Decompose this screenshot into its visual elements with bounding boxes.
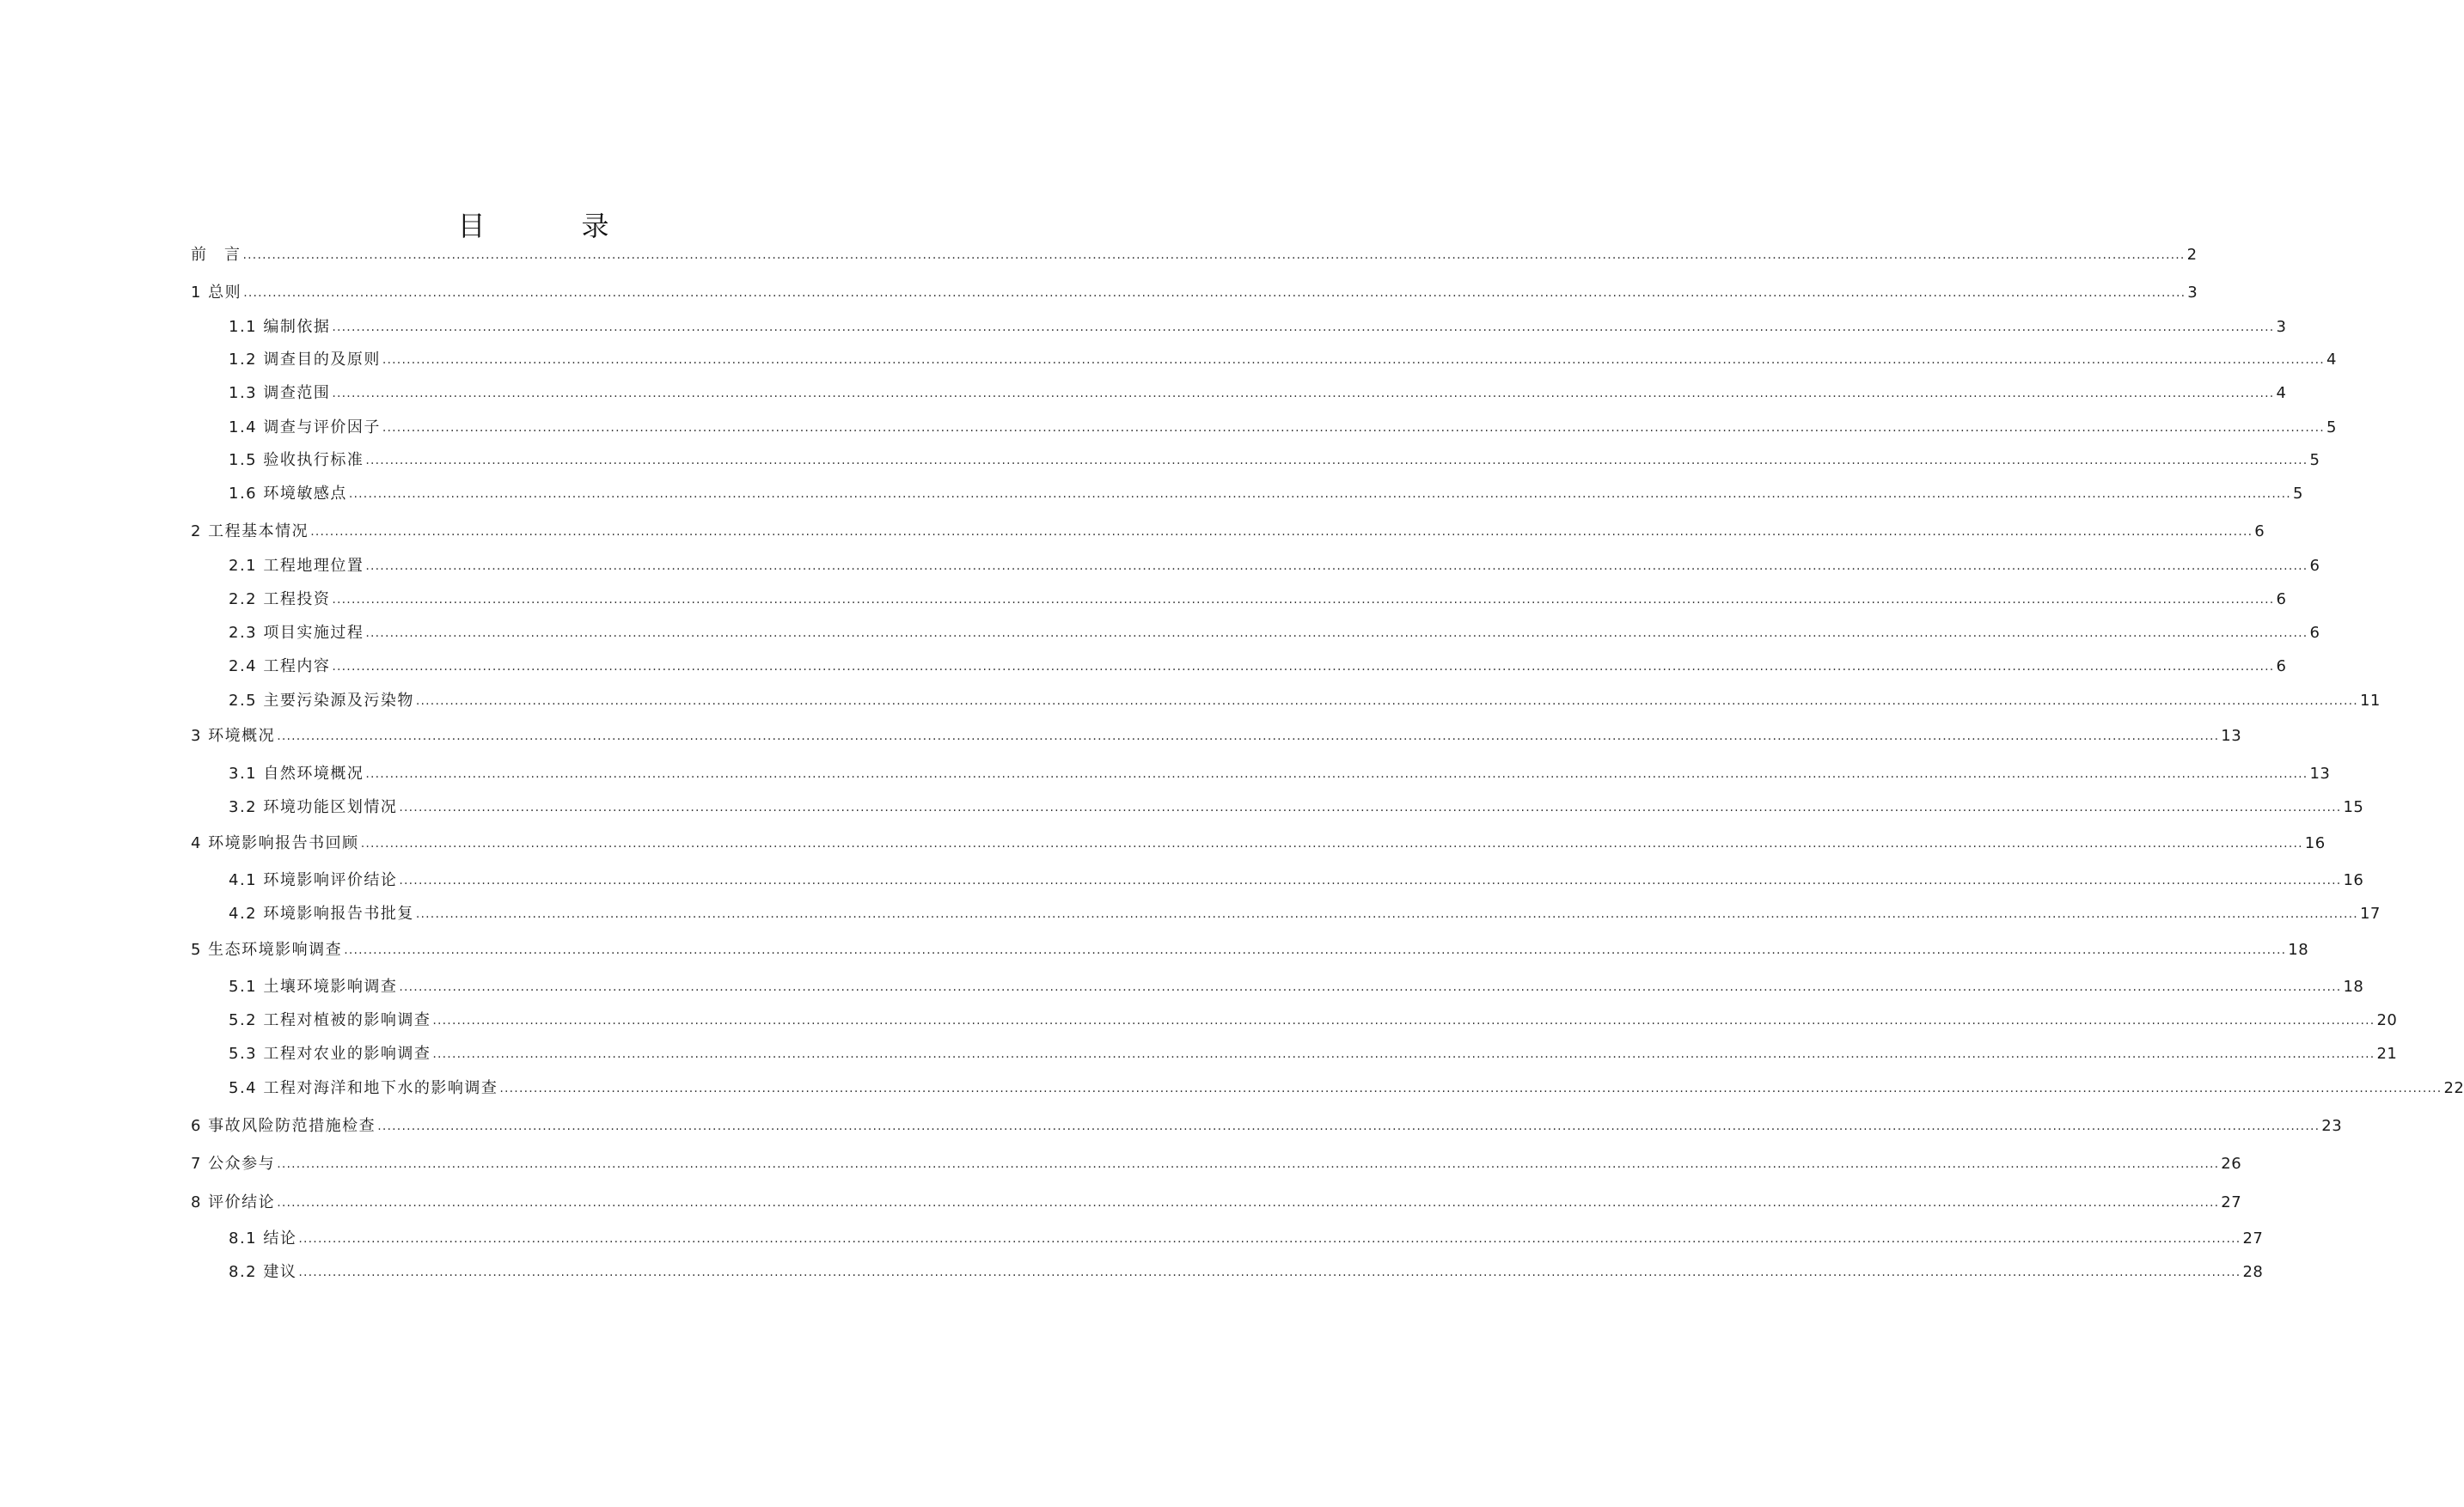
toc-entry-label: 1.2 调查目的及原则 (229, 351, 381, 369)
toc-dot-leader: ................................................................................................................................................................................................................................................................................................................................................................................................................ (277, 1157, 2220, 1171)
toc-entry[interactable] (229, 553, 2320, 579)
toc-entry-page-number: 2 (2186, 246, 2198, 264)
toc-dot-leader: ................................................................................................................................................................................................................................................................................................................................................................................................................ (365, 454, 2308, 467)
toc-entry-page-number: 6 (2276, 657, 2287, 675)
toc-dot-leader: ................................................................................................................................................................................................................................................................................................................................................................................................................ (360, 837, 2303, 851)
toc-entry-page-number: 15 (2343, 798, 2364, 816)
toc-dot-leader: ................................................................................................................................................................................................................................................................................................................................................................................................................ (399, 874, 2342, 888)
toc-dot-leader: ................................................................................................................................................................................................................................................................................................................................................................................................................ (399, 801, 2342, 815)
toc-entry-label: 1.6 环境敏感点 (229, 485, 347, 503)
toc-dot-leader: ................................................................................................................................................................................................................................................................................................................................................................................................................ (332, 387, 2275, 400)
toc-entry-label: 4.1 环境影响评价结论 (229, 871, 398, 889)
toc-dot-leader: ................................................................................................................................................................................................................................................................................................................................................................................................................ (242, 248, 2186, 262)
toc-entry-label: 1 总则 (191, 284, 242, 302)
toc-entry-page-number: 11 (2359, 692, 2381, 710)
toc-entry-label: 2.2 工程投资 (229, 590, 331, 608)
toc-dot-leader: ................................................................................................................................................................................................................................................................................................................................................................................................................ (415, 907, 2358, 921)
toc-entry-page-number: 18 (2343, 978, 2364, 996)
toc-entry-page-number: 13 (2309, 765, 2331, 783)
toc-entry-label: 5.3 工程对农业的影响调查 (229, 1045, 431, 1063)
toc-entry-page-number: 21 (2376, 1045, 2398, 1063)
toc-entry-label: 8.1 结论 (229, 1229, 297, 1248)
toc-entry[interactable] (191, 1113, 2343, 1139)
toc-entry[interactable] (229, 381, 2287, 406)
toc-entry-page-number: 22 (2443, 1079, 2464, 1097)
toc-dot-leader: ................................................................................................................................................................................................................................................................................................................................................................................................................ (298, 1266, 2241, 1279)
toc-dot-leader: ................................................................................................................................................................................................................................................................................................................................................................................................................ (432, 1014, 2375, 1028)
toc-dot-leader: ................................................................................................................................................................................................................................................................................................................................................................................................................ (348, 487, 2291, 501)
toc-dot-leader: ................................................................................................................................................................................................................................................................................................................................................................................................................ (365, 626, 2308, 640)
toc-entry[interactable] (229, 654, 2287, 680)
toc-dot-leader: ................................................................................................................................................................................................................................................................................................................................................................................................................ (243, 286, 2186, 300)
toc-entry-page-number: 26 (2221, 1155, 2242, 1173)
toc-entry[interactable] (229, 1076, 2464, 1101)
toc-entry[interactable] (229, 688, 2381, 714)
toc-entry[interactable] (229, 620, 2320, 646)
toc-entry[interactable] (229, 974, 2364, 1000)
toc-entry[interactable] (191, 937, 2309, 963)
toc-dot-leader: ................................................................................................................................................................................................................................................................................................................................................................................................................ (277, 1196, 2220, 1210)
toc-entry-page-number: 16 (2304, 834, 2326, 852)
toc-entry[interactable] (191, 280, 2198, 306)
toc-entry-label: 7 公众参与 (191, 1155, 276, 1173)
toc-entry[interactable] (229, 1008, 2398, 1034)
toc-dot-leader: ................................................................................................................................................................................................................................................................................................................................................................................................................ (399, 980, 2342, 994)
toc-entry-page-number: 28 (2242, 1263, 2264, 1281)
toc-entry-page-number: 3 (2187, 284, 2198, 302)
toc-entry-label: 2.4 工程内容 (229, 657, 331, 675)
toc-dot-leader: ................................................................................................................................................................................................................................................................................................................................................................................................................ (298, 1232, 2241, 1246)
toc-entry-page-number: 6 (2309, 624, 2320, 642)
toc-entry[interactable] (229, 448, 2320, 473)
toc-dot-leader: ................................................................................................................................................................................................................................................................................................................................................................................................................ (332, 593, 2275, 607)
toc-dot-leader: ................................................................................................................................................................................................................................................................................................................................................................................................................ (382, 353, 2325, 367)
toc-entry-label: 2 工程基本情况 (191, 522, 309, 540)
toc-dot-leader: ................................................................................................................................................................................................................................................................................................................................................................................................................ (277, 729, 2220, 743)
toc-entry-page-number: 27 (2242, 1229, 2264, 1248)
toc-entry-page-number: 5 (2326, 418, 2337, 436)
toc-entry-label: 8 评价结论 (191, 1193, 276, 1211)
toc-entry[interactable] (191, 831, 2326, 857)
toc-entry-page-number: 6 (2309, 557, 2320, 575)
toc-entry-label: 4.2 环境影响报告书批复 (229, 905, 414, 923)
toc-dot-leader: ................................................................................................................................................................................................................................................................................................................................................................................................................ (377, 1120, 2320, 1133)
toc-dot-leader: ................................................................................................................................................................................................................................................................................................................................................................................................................ (310, 525, 2253, 539)
toc-dot-leader: ................................................................................................................................................................................................................................................................................................................................................................................................................ (432, 1047, 2375, 1061)
toc-entry-label: 2.5 主要污染源及污染物 (229, 692, 414, 710)
toc-entry-label: 2.3 项目实施过程 (229, 624, 364, 642)
toc-entry-label: 1.3 调查范围 (229, 384, 331, 402)
toc-entry-label: 6 事故风险防范措施检查 (191, 1117, 376, 1135)
toc-entry[interactable] (191, 519, 2265, 545)
toc-entry[interactable] (229, 868, 2364, 894)
toc-entry-page-number: 27 (2221, 1193, 2242, 1211)
toc-entry-label: 1.5 验收执行标准 (229, 451, 364, 469)
toc-entry-label: 4 环境影响报告书回顾 (191, 834, 359, 852)
toc-entry-page-number: 13 (2221, 727, 2242, 745)
toc-dot-leader: ................................................................................................................................................................................................................................................................................................................................................................................................................ (382, 421, 2325, 435)
toc-entry-label: 1.4 调查与评价因子 (229, 418, 381, 436)
toc-entry-label: 2.1 工程地理位置 (229, 557, 364, 575)
toc-entry-label: 3.2 环境功能区划情况 (229, 798, 398, 816)
toc-entry-page-number: 20 (2376, 1011, 2398, 1029)
toc-entry-label: 前 言 (191, 246, 242, 264)
toc-entry-label: 5.2 工程对植被的影响调查 (229, 1011, 431, 1029)
toc-entry[interactable] (229, 415, 2337, 441)
toc-entry-page-number: 23 (2321, 1117, 2343, 1135)
toc-entry[interactable] (229, 481, 2303, 507)
toc-entry-page-number: 3 (2276, 318, 2287, 336)
toc-entry-page-number: 5 (2309, 451, 2320, 469)
toc-dot-leader: ................................................................................................................................................................................................................................................................................................................................................................................................................ (365, 559, 2308, 573)
toc-entry-page-number: 5 (2292, 485, 2303, 503)
toc-entry-label: 5.4 工程对海洋和地下水的影响调查 (229, 1079, 498, 1097)
toc-entry[interactable] (191, 1190, 2242, 1216)
toc-entry[interactable] (191, 1151, 2242, 1177)
toc-dot-leader: ................................................................................................................................................................................................................................................................................................................................................................................................................ (499, 1082, 2443, 1095)
toc-entry-label: 3.1 自然环境概况 (229, 765, 364, 783)
toc-entry-page-number: 6 (2254, 522, 2265, 540)
toc-entry[interactable] (229, 795, 2364, 821)
toc-dot-leader: ................................................................................................................................................................................................................................................................................................................................................................................................................ (332, 320, 2275, 334)
toc-entry[interactable] (229, 761, 2331, 787)
toc-entry[interactable] (191, 723, 2242, 749)
toc-entry-page-number: 16 (2343, 871, 2364, 889)
toc-entry[interactable] (229, 347, 2337, 373)
toc-entry-page-number: 18 (2288, 941, 2309, 959)
toc-entry-page-number: 4 (2326, 351, 2337, 369)
toc-entry-label: 5 生态环境影响调查 (191, 941, 343, 959)
page-title: 目 录 (457, 210, 644, 243)
toc-entry[interactable] (229, 587, 2287, 613)
toc-entry[interactable] (191, 242, 2198, 268)
toc-entry-page-number: 6 (2276, 590, 2287, 608)
toc-entry-label: 1.1 编制依据 (229, 318, 331, 336)
toc-entry-label: 3 环境概况 (191, 727, 276, 745)
toc-dot-leader: ................................................................................................................................................................................................................................................................................................................................................................................................................ (415, 694, 2358, 708)
toc-entry-label: 5.1 土壤环境影响调查 (229, 978, 398, 996)
toc-entry[interactable] (229, 1260, 2264, 1285)
toc-entry-page-number: 4 (2276, 384, 2287, 402)
toc-entry[interactable] (229, 1226, 2264, 1252)
toc-entry-page-number: 17 (2359, 905, 2381, 923)
toc-dot-leader: ................................................................................................................................................................................................................................................................................................................................................................................................................ (332, 660, 2275, 674)
toc-entry[interactable] (229, 1041, 2398, 1067)
toc-entry-label: 8.2 建议 (229, 1263, 297, 1281)
toc-entry[interactable] (229, 901, 2381, 927)
toc-entry[interactable] (229, 314, 2287, 340)
toc-dot-leader: ................................................................................................................................................................................................................................................................................................................................................................................................................ (344, 943, 2287, 957)
toc-dot-leader: ................................................................................................................................................................................................................................................................................................................................................................................................................ (365, 767, 2308, 781)
